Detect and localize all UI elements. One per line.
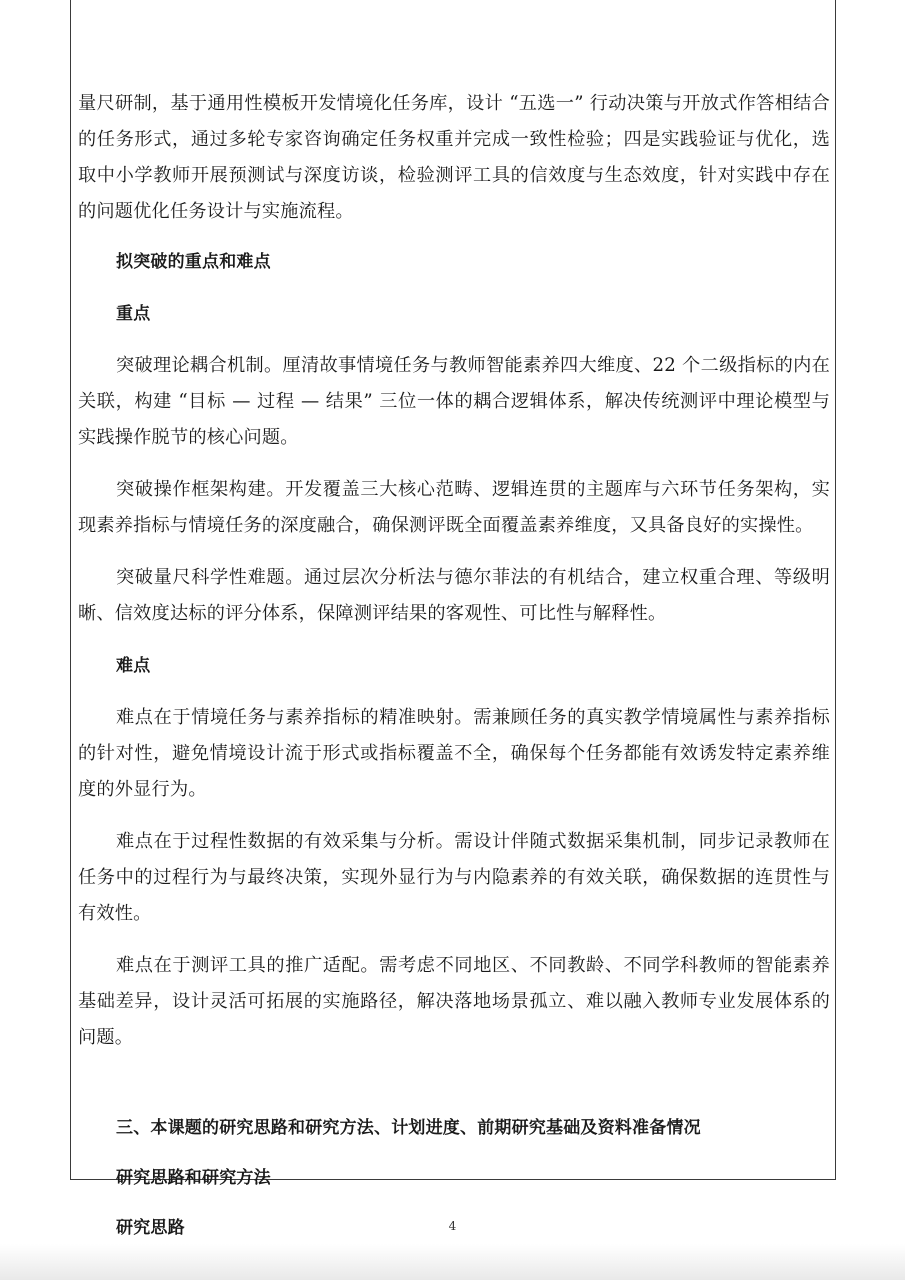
key-point-paragraph: 突破操作框架构建。开发覆盖三大核心范畴、逻辑连贯的主题库与六环节任务架构，实现素养指标与情境任务的深度融合，确保测评既全面覆盖素养维度，又具备良好的实操性。	[78, 479, 830, 536]
difficulty-paragraph: 难点在于测评工具的推广适配。需考虑不同地区、不同教龄、不同学科教师的智能素养基础差异，设计灵活可拓展的实施路径，解决落地场景孤立、难以融入教师专业发展体系的问题。	[78, 955, 830, 1048]
key-point-paragraph: 突破量尺科学性难题。通过层次分析法与德尔菲法的有机结合，建立权重合理、等级明晰、信效度达标的评分体系，保障测评结果的客观性、可比性与解释性。	[78, 567, 830, 624]
section-heading: 拟突破的重点和难点	[116, 252, 271, 272]
document-body	[78, 86, 830, 1246]
key-point-paragraph: 突破理论耦合机制。厘清故事情境任务与教师智能素养四大维度、22 个二级指标的内在关联，构建 “目标 — 过程 — 结果” 三位一体的耦合逻辑体系，解决传统测评中理论模型与实践操作脱节的核心问题。	[78, 355, 830, 448]
scan-shadow	[0, 1244, 905, 1280]
section-three-subheading: 研究思路和研究方法	[116, 1168, 271, 1188]
key-points-heading: 重点	[116, 304, 151, 324]
section-three-title: 三、本课题的研究思路和研究方法、计划进度、前期研究基础及资料准备情况	[116, 1118, 701, 1138]
difficulty-paragraph: 难点在于过程性数据的有效采集与分析。需设计伴随式数据采集机制，同步记录教师在任务中的过程行为与最终决策，实现外显行为与内隐素养的有效关联，确保数据的连贯性与有效性。	[78, 831, 830, 924]
difficulty-paragraph: 难点在于情境任务与素养指标的精准映射。需兼顾任务的真实教学情境属性与素养指标的针对性，避免情境设计流于形式或指标覆盖不全，确保每个任务都能有效诱发特定素养维度的外显行为。	[78, 707, 830, 800]
section-three-subsubheading: 研究思路	[116, 1218, 185, 1238]
intro-paragraph: 量尺研制，基于通用性模板开发情境化任务库，设计 “五选一” 行动决策与开放式作答相结合的任务形式，通过多轮专家咨询确定任务权重并完成一致性检验；四是实践验证与优化，选取中小学教师开展预测试与深度访谈，检验测评工具的信效度与生态效度，针对实践中存在的问题优化任务设计与实施流程。	[78, 93, 830, 222]
difficulties-heading: 难点	[116, 656, 151, 676]
page-number: 4	[448, 1219, 457, 1233]
